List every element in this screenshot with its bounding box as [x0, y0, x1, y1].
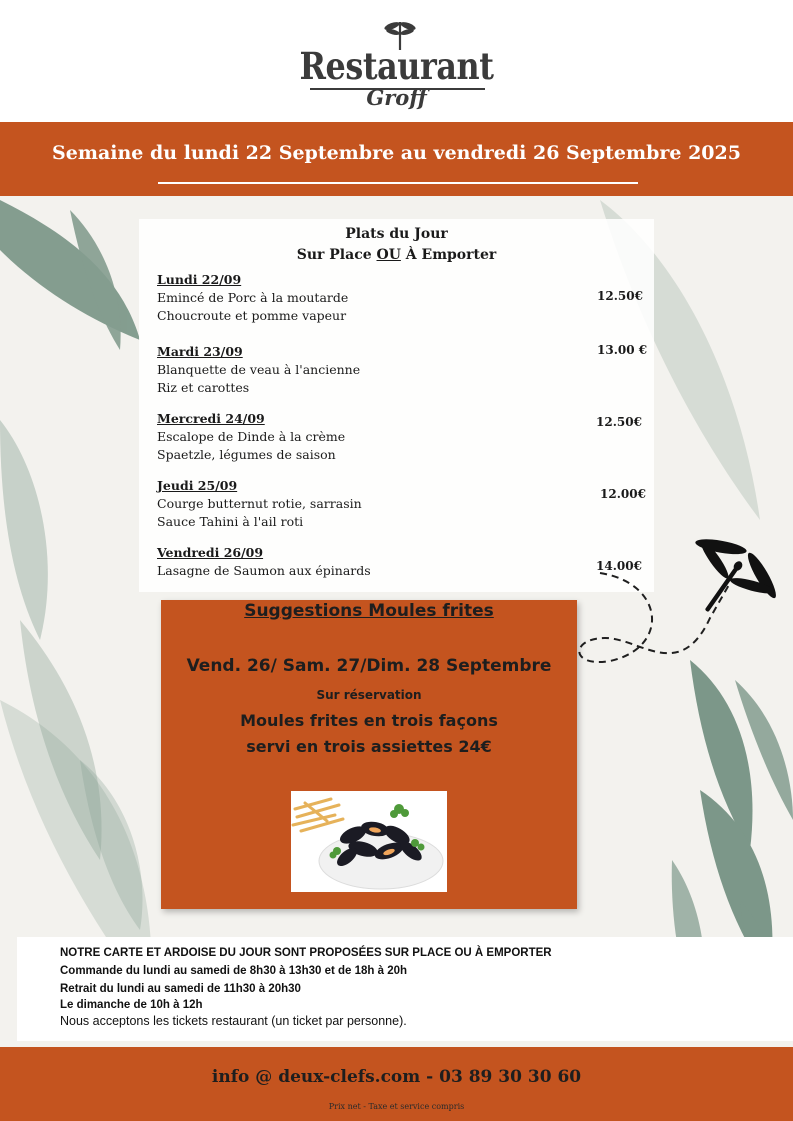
moules-description: Moules frites en trois façons: [240, 711, 498, 730]
footer-band: [0, 1047, 793, 1121]
moules-dates: Vend. 26/ Sam. 27/Dim. 28 Septembre: [186, 656, 552, 676]
dish-line: Courge butternut rotie, sarrasin: [157, 496, 362, 511]
info-order-hours: Commande du lundi au samedi de 8h30 à 13h30 et de 18h à 20h: [60, 965, 408, 977]
logo-wordmark: Restaurant: [299, 44, 494, 88]
menu-subtitle-or: OU: [376, 247, 401, 263]
info-pickup-hours: Retrait du lundi au samedi de 11h30 à 20h30: [60, 983, 301, 995]
menu-subtitle-after: À Emporter: [400, 247, 497, 263]
dish-line: Spaetzle, légumes de saison: [157, 447, 336, 462]
dish-line: Choucroute et pomme vapeur: [157, 308, 347, 323]
price-tuesday: 13.00 €: [597, 343, 648, 357]
dish-line: Lasagne de Saumon aux épinards: [157, 563, 371, 578]
day-name: Mardi 23/09: [157, 344, 243, 359]
menu-day-wednesday: [157, 410, 637, 464]
moules-suggestion-box: [161, 600, 577, 909]
menu-day-thursday: [157, 477, 637, 531]
info-meal-tickets: Nous acceptons les tickets restaurant (un ticket par personne).: [60, 1014, 407, 1028]
dish-line: Blanquette de veau à l'ancienne: [157, 362, 361, 377]
dish-line: Emincé de Porc à la moutarde: [157, 290, 349, 305]
dragonfly-icon: [570, 528, 793, 684]
price-friday: 14.00€: [596, 559, 642, 573]
dish-line: Riz et carottes: [157, 380, 250, 395]
logo-subname: Groff: [366, 85, 427, 110]
dish-line: Sauce Tahini à l'ail roti: [157, 514, 304, 529]
day-name: Vendredi 26/09: [157, 545, 264, 560]
day-name: Jeudi 25/09: [157, 478, 238, 493]
moules-reservation: Sur réservation: [316, 688, 422, 702]
header-divider: [158, 182, 638, 184]
menu-title: Plats du Jour: [345, 226, 448, 242]
restaurant-logo: [0, 0, 793, 122]
moules-frites-photo: [291, 791, 447, 892]
price-wednesday: 12.50€: [596, 415, 642, 429]
day-name: Mercredi 24/09: [157, 411, 265, 426]
header-band: [0, 122, 793, 196]
ordering-info-panel: [17, 937, 793, 1041]
info-sunday-hours: Le dimanche de 10h à 12h: [60, 999, 203, 1011]
moules-frites-image: [291, 791, 447, 892]
dish-line: Escalope de Dinde à la crème: [157, 429, 346, 444]
week-title: Semaine du lundi 22 Septembre au vendredi 26 Septembre 2025: [52, 142, 741, 164]
price-monday: 12.50€: [597, 289, 643, 303]
contact-info: info @ deux-clefs.com - 03 89 30 30 60: [211, 1067, 582, 1087]
price-thursday: 12.00€: [600, 487, 646, 501]
moules-title: Suggestions Moules frites: [244, 601, 494, 621]
menu-subtitle: [139, 247, 654, 263]
menu-day-friday: [157, 544, 637, 580]
moules-price-line: servi en trois assiettes 24€: [246, 737, 492, 756]
info-takeaway-notice: NOTRE CARTE ET ARDOISE DU JOUR SONT PROPOSÉES SUR PLACE OU À EMPORTER: [60, 947, 552, 959]
day-name: Lundi 22/09: [157, 272, 242, 287]
menu-subtitle-before: Sur Place: [296, 247, 377, 263]
menu-day-tuesday: [157, 343, 637, 397]
menu-day-monday: [157, 271, 637, 325]
tax-note: Prix net - Taxe et service compris: [328, 1102, 465, 1111]
